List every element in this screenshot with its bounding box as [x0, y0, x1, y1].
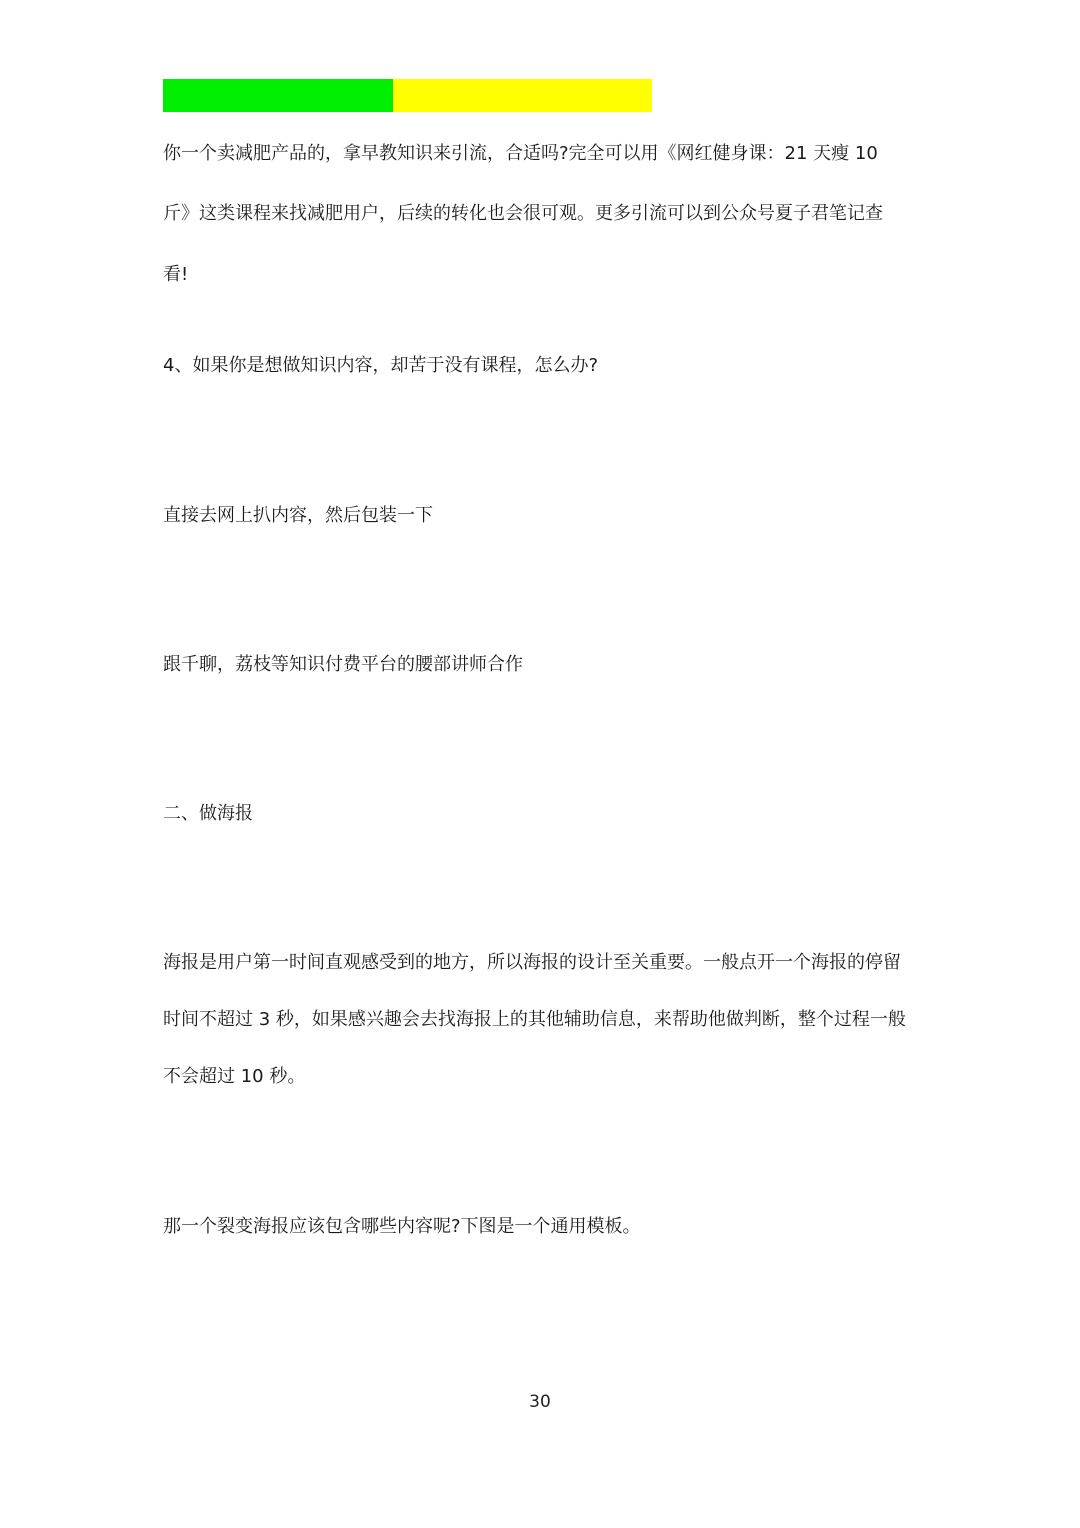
paragraph-line: 不会超过 10 秒。 — [163, 1066, 306, 1087]
paragraph-line: 时间不超过 3 秒，如果感兴趣会去找海报上的其他辅助信息，来帮助他做判断，整个过程一般 — [163, 1009, 906, 1030]
page-number: 30 — [529, 1392, 551, 1412]
yellow-highlight-segment — [393, 79, 652, 112]
answer-line: 跟千聊，荔枝等知识付费平台的腰部讲师合作 — [163, 654, 523, 675]
paragraph-line: 你一个卖减肥产品的，拿早教知识来引流，合适吗?完全可以用《网红健身课：21 天瘦 10 — [163, 143, 878, 164]
answer-line: 直接去网上扒内容，然后包装一下 — [163, 505, 433, 526]
section-heading: 二、做海报 — [163, 803, 253, 824]
paragraph-line: 看! — [163, 264, 189, 285]
paragraph-line: 那一个裂变海报应该包含哪些内容呢?下图是一个通用模板。 — [163, 1216, 641, 1237]
green-highlight-segment — [163, 79, 393, 112]
point-heading: 4、如果你是想做知识内容，却苦于没有课程，怎么办? — [163, 355, 599, 376]
paragraph-line: 斤》这类课程来找减肥用户，后续的转化也会很可观。更多引流可以到公众号夏子君笔记查 — [163, 203, 883, 224]
paragraph-line: 海报是用户第一时间直观感受到的地方，所以海报的设计至关重要。一般点开一个海报的停留 — [163, 952, 901, 973]
highlight-color-bar — [163, 79, 652, 112]
